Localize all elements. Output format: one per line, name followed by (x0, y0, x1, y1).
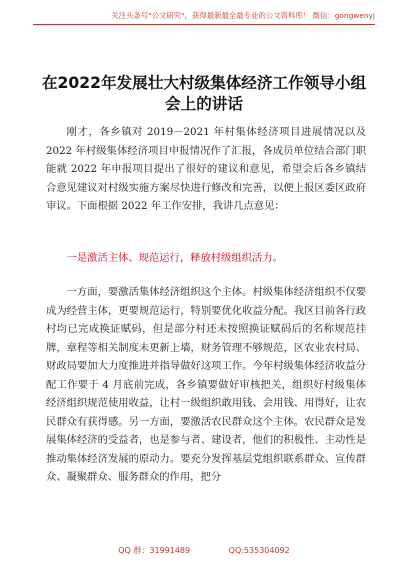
paragraph-body: 一方面，要激活集体经济组织这个主体。村级集体经济组织不仅要成为经营主体，更要规范运行，特别要优化收益分配。我区目前各行政村均已完成换证赋码，但是部分村还未按照换证赋码后的名称规范挂牌，章程等相关制度未更新上墙，财务管理不够规范，区农业农村局、财政局要加大力度推进并指导做好这项工作。今年村级集体经济收益分配工作要于 4 月底前完成，各乡镇要做好审核把关，组织好村级集体经济组织规范使用收益，让村一级组织敢用钱、会用钱、用得好，让农民群众有获得感。另一方面，要激活农民群众这个主体。农民群众是发展集体经济的受益者，也是参与者、建设者，他们的积极性、主动性是推动集体经济发展的原动力。要充分发挥基层党组织联系群众、宣传群众、凝聚群众、服务群众的作用，把分 (46, 286, 366, 483)
footer-qq: QQ:535304092 (228, 546, 290, 555)
header-promo-text: 关注头条号"公文研究"，获得最新最全最专业的公文资料库！ 微信：gongwenyj (111, 11, 375, 20)
footer-contact (0, 545, 408, 556)
paragraph-intro: 刚才，各乡镇对 2019－2021 年村集体经济项目进展情况以及 2022 年村级集体经济项目申报情况作了汇报，各成员单位结合部门职能就 2022 年申报项目提出了很好的建议和意见，希望会后各乡镇结合意见建议对村级实施方案尽快进行修改和完善，以便上报区委区政府审议。下面根据 2022 年工作安排，我讲几点意见： (46, 126, 366, 212)
section-heading: 一是激活主体、规范运行，释放村级组织活力。 (66, 252, 283, 264)
footer-qq-group: QQ 群：31991489 (118, 546, 191, 555)
header-divider (33, 24, 375, 25)
document-title: 在2022年发展壮大村级集体经济工作领导小组会上的讲话 (41, 74, 367, 113)
